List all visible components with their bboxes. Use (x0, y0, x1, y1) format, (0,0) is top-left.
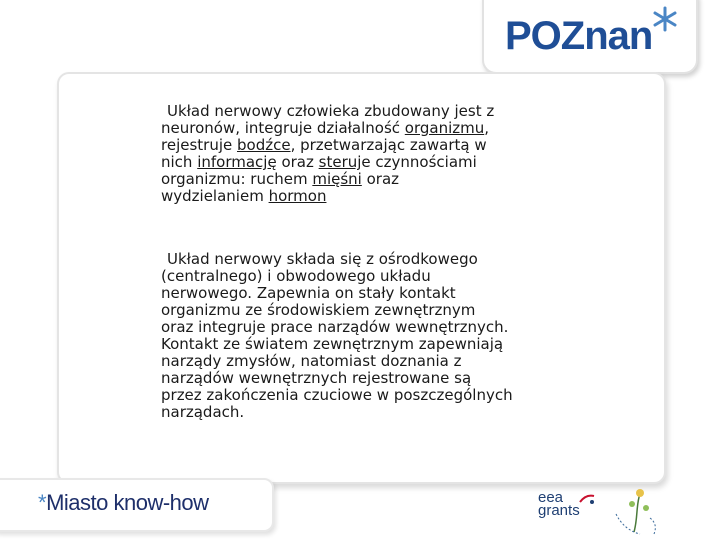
partner-flower-logo-icon (610, 484, 664, 538)
term-link[interactable]: steruj (318, 153, 362, 171)
term-link[interactable]: informację (197, 153, 277, 171)
paragraph-line: (centralnego) i obwodowego układu (161, 267, 431, 285)
poznan-logo-text: POZnan (505, 14, 653, 58)
term-link[interactable]: organizmu (404, 119, 485, 137)
slogan-asterisk: * (38, 490, 47, 515)
paragraph-line: narządy zmysłów, natomiast doznania z (161, 352, 462, 370)
paragraph-line: narządach. (161, 403, 245, 421)
eea-logo-bottom-text: grants (538, 502, 580, 519)
term-link[interactable]: bodźce (237, 136, 291, 154)
eea-logo-top-text: eea (538, 489, 564, 506)
paragraph-line: przez zakończenia czuciowe w poszczególnych (161, 386, 513, 404)
paragraph-line: narządów wewnętrznych rejestrowane są (161, 369, 472, 387)
paragraph-line: Układ nerwowy składa się z ośrodkowego (167, 250, 478, 268)
paragraph-line: nerwowego. Zapewnia on stały kontakt (161, 284, 456, 302)
asterisk-star-icon (652, 6, 678, 32)
eea-mark-icon (578, 492, 596, 506)
paragraph-line: Kontakt ze światem zewnętrznym zapewniają (161, 335, 504, 353)
paragraph-line: oraz integruje prace narządów wewnętrznych. (161, 318, 509, 336)
term-link[interactable]: mięśni (312, 170, 362, 188)
paragraph-line: organizmu ze środowiskiem zewnętrznym (161, 301, 476, 319)
term-link[interactable]: hormon (268, 187, 327, 205)
paragraph-nervous-system-function (161, 251, 591, 421)
footer-slogan (38, 489, 209, 517)
slogan-text: Miasto know-how (46, 490, 209, 515)
paragraph-nervous-system-structure: Układ nerwowy człowieka zbudowany jest z neuronów, integruje działalność organizmu, rejestruje bodźce, przetwarzając zawartą w nich informację oraz steruje czynnościami organizmu: ruchem mięśni oraz wydzielaniem hormon (161, 102, 495, 205)
